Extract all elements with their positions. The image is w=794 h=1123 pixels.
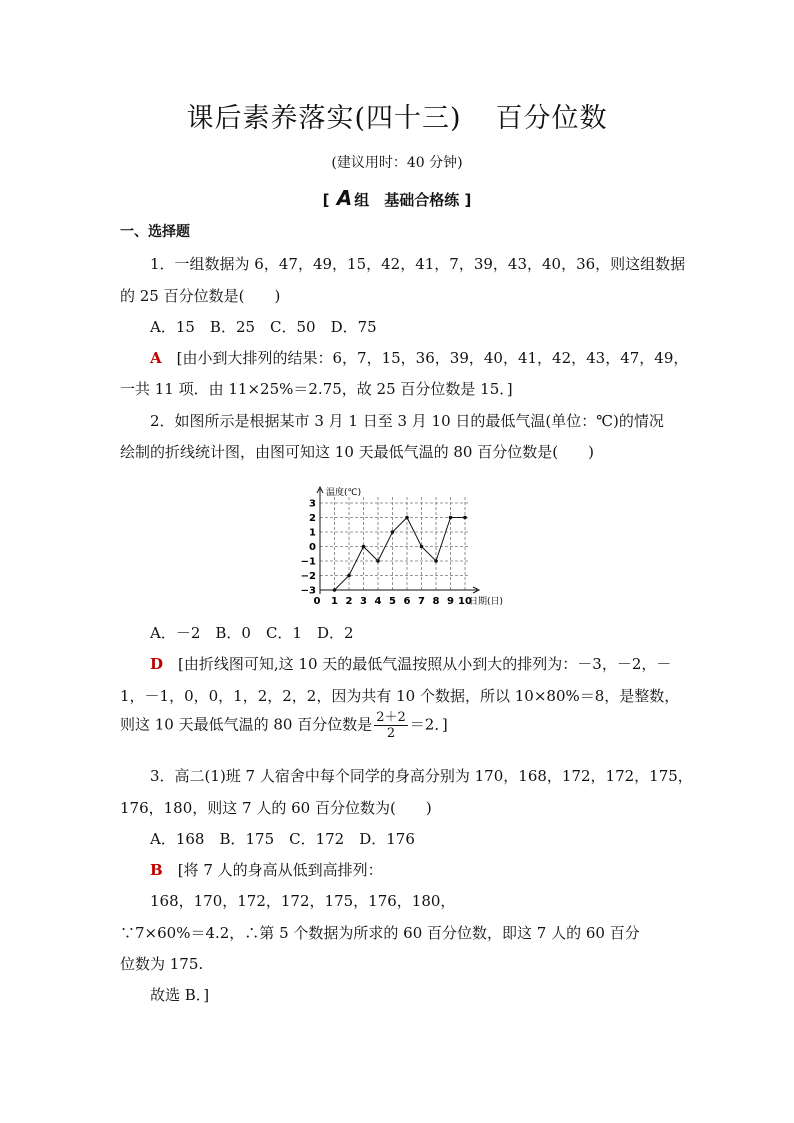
data-point xyxy=(376,559,380,563)
q3-answer: B xyxy=(150,861,163,879)
group-letter: A xyxy=(336,186,353,210)
x-tick-label: 8 xyxy=(432,596,440,607)
q2-solution-line2: 1，－1，0，0，1，2，2，2，因为共有 10 个数据，所以 10×80%＝8，是整数， xyxy=(120,687,680,705)
x-tick-label: 4 xyxy=(374,596,382,607)
q2-stem-line2: 绘制的折线统计图，由图可知这 10 天最低气温的 80 百分位数是( ) xyxy=(120,443,594,461)
q3-solution-line3: ∵7×60%＝4.2，∴第 5 个数据为所求的 60 百分位数，即这 7 人的 60 百分 xyxy=(120,924,640,942)
x-tick-label: 7 xyxy=(418,596,425,607)
group-text: 组 基础合格练 xyxy=(354,191,460,209)
q3-stem-line1: 3．高二(1)班 7 人宿舍中每个同学的身高分别为 170，168，172，172，175， xyxy=(150,767,693,785)
data-point xyxy=(391,530,395,534)
data-point xyxy=(463,516,467,520)
q3-options: A．168 B．175 C．172 D．176 xyxy=(150,830,415,848)
x-axis-title: 日期(日) xyxy=(469,597,504,607)
x-tick-label: 10 xyxy=(458,596,472,607)
y-tick-label: 1 xyxy=(309,527,316,539)
y-tick-label: 3 xyxy=(309,498,316,510)
y-tick-label: −1 xyxy=(300,556,316,568)
title-topic: 百分位数 xyxy=(495,103,608,134)
fraction: $\frac{2+2}{2}$ xyxy=(376,710,406,741)
q1-answer: A xyxy=(150,349,162,367)
group-heading: [ A 组 基础合格练 ] xyxy=(322,186,472,210)
q1-stem-line2: 的 25 百分位数是( ) xyxy=(120,287,281,305)
data-point xyxy=(434,559,438,563)
temperature-line-chart xyxy=(290,468,530,614)
suggested-time: (建议用时：40 分钟) xyxy=(331,155,463,171)
q2-solution-line1: D [由折线图可知,这 10 天的最低气温按照从小到大的排列为：－3，－2，－ xyxy=(150,655,672,673)
q1-solution-line1: A [由小到大排列的结果：6，7，15，36，39，40，41，42，43，47，49， xyxy=(150,349,689,367)
x-tick-label: 5 xyxy=(389,596,396,607)
data-point xyxy=(405,516,409,520)
y-tick-label: −3 xyxy=(300,585,316,597)
q2-solution-line3: 则这 10 天最低气温的 80 百分位数是 $\frac{2+2}{2}$ ＝2．] xyxy=(120,710,448,741)
x-tick-label: 2 xyxy=(345,596,353,607)
series-line xyxy=(335,518,466,591)
q3-solution-line2: 168，170，172，172，175，176，180， xyxy=(150,892,456,910)
q1-stem-line1: 1．一组数据为 6，47，49，15，42，41，7，39，43，40，36，则这组数据 xyxy=(150,255,686,273)
q1-solution-line2: 一共 11 项．由 11×25%＝2.75，故 25 百分位数是 15．] xyxy=(120,380,513,398)
section-heading: 一、选择题 xyxy=(120,224,190,240)
q1-options: A．15 B．25 C．50 D．75 xyxy=(150,318,377,336)
y-tick-label: −2 xyxy=(300,571,316,582)
x-tick-label: 9 xyxy=(447,596,454,607)
title-main: 课后素养落实(四十三) xyxy=(186,103,462,134)
q3-solution-line5: 故选 B．] xyxy=(150,986,210,1004)
x-tick-label: 6 xyxy=(403,596,411,607)
data-point xyxy=(347,574,351,578)
data-point xyxy=(362,545,366,549)
q3-solution-line4: 位数为 175. xyxy=(120,955,204,973)
data-point xyxy=(449,516,453,520)
y-tick-label: 2 xyxy=(309,513,316,524)
data-point xyxy=(333,588,337,592)
q2-options: A．－2 B．0 C．1 D．2 xyxy=(150,624,354,642)
x-tick-label: 1 xyxy=(331,596,338,607)
q2-stem-line1: 2．如图所示是根据某市 3 月 1 日至 3 月 10 日的最低气温(单位：℃)的情况 xyxy=(150,412,664,430)
y-tick-label: 0 xyxy=(309,542,316,553)
q3-solution-line1: B [将 7 人的身高从低到高排列： xyxy=(150,861,383,879)
q2-answer: D xyxy=(150,655,164,673)
q3-stem-line2: 176，180，则这 7 人的 60 百分位数为( ) xyxy=(120,799,432,817)
x-tick-label: 3 xyxy=(360,596,367,607)
y-axis-title: 温度(℃) xyxy=(326,488,362,498)
data-point xyxy=(420,545,424,549)
page-title xyxy=(0,96,794,135)
x-tick-label: 0 xyxy=(313,596,321,607)
